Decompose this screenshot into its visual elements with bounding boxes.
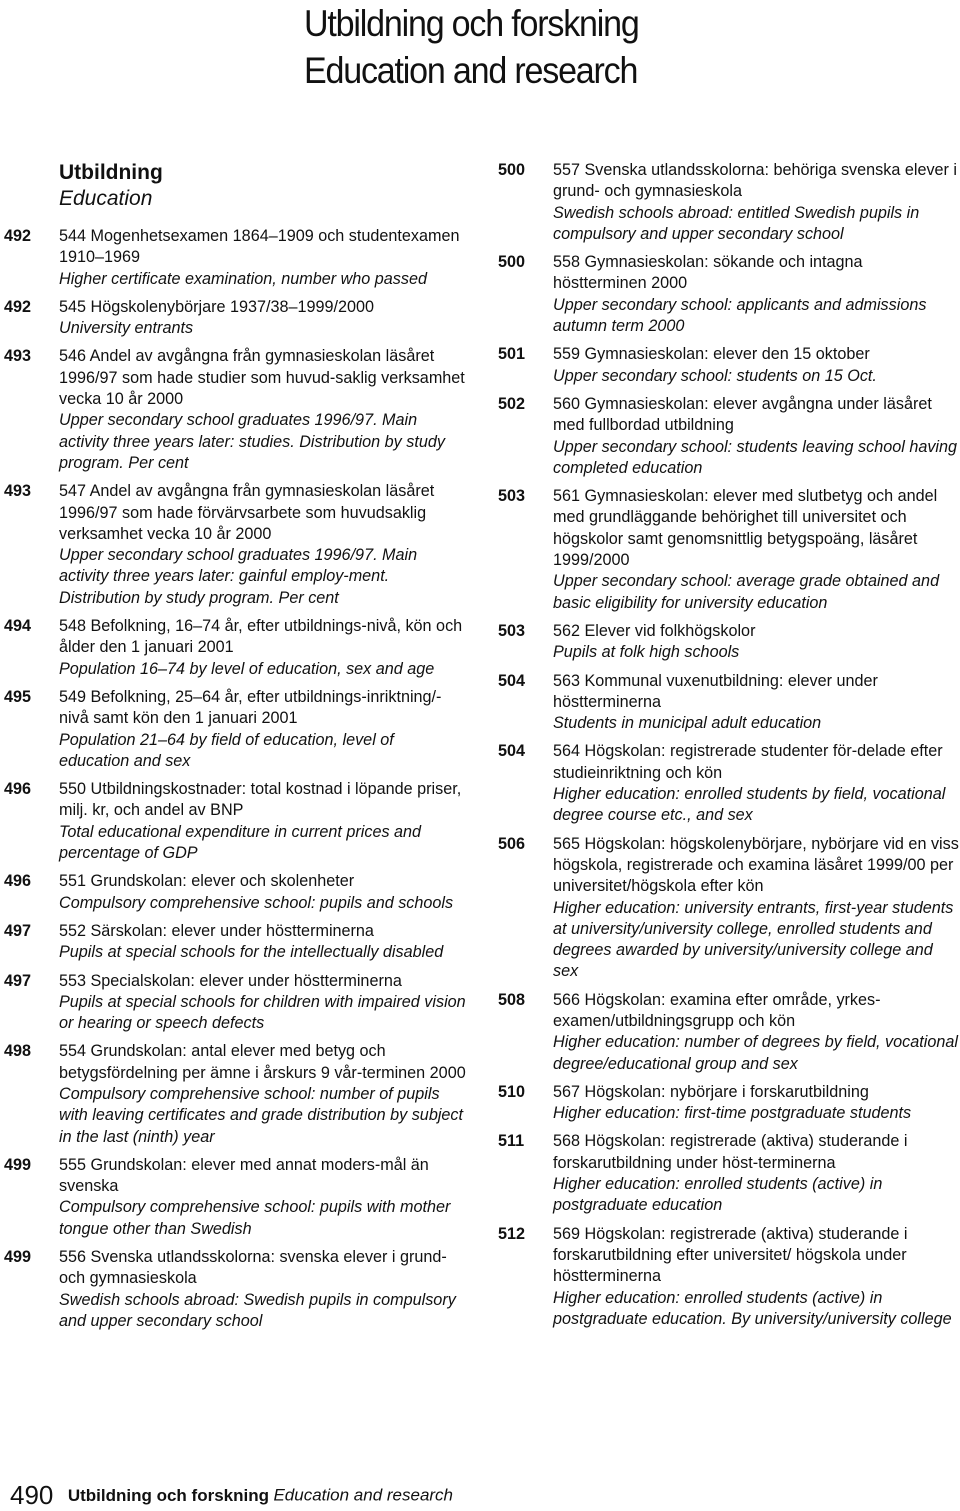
toc-title-sv: 563 Kommunal vuxenutbildning: elever under höstterminerna [553, 671, 878, 711]
toc-entry [4, 1041, 466, 1147]
toc-entry [4, 1155, 466, 1240]
toc-entry [4, 297, 466, 340]
toc-title-en: Students in municipal adult education [553, 714, 822, 733]
toc-entry [498, 252, 960, 337]
toc-entry [4, 226, 466, 290]
toc-entry-body [553, 1224, 960, 1330]
toc-entry-body [553, 990, 960, 1075]
toc-title-sv: 565 Högskolan: högskolenybörjare, nybörjare vid en viss högskola, registrerade och examina läsåret 1999/00 per universitet/högskola efter kön [553, 834, 959, 896]
toc-page-ref: 497 [4, 971, 32, 990]
toc-entry [4, 871, 466, 914]
toc-page-ref: 499 [4, 1155, 32, 1174]
toc-page-ref: 501 [498, 345, 526, 364]
footer-label-sv: Utbildning och forskning [67, 1485, 269, 1505]
toc-entry [498, 1131, 960, 1216]
toc-page-ref: 503 [498, 621, 526, 640]
toc-entry-body [59, 779, 466, 864]
page-footer [10, 1480, 453, 1511]
toc-page-ref: 506 [498, 834, 526, 853]
toc-title-sv: 549 Befolkning, 25–64 år, efter utbildnings-inriktning/-nivå samt kön den 1 januari 2001 [59, 687, 442, 728]
toc-title-sv: 546 Andel av avgångna från gymnasieskolan läsåret 1996/97 som hade studier som huvud-saklig verksamhet vecka 10 år 2000 [59, 347, 465, 409]
toc-entry [498, 1224, 960, 1330]
toc-title-sv: 560 Gymnasieskolan: elever avgångna under läsåret med fullbordad utbildning [553, 394, 932, 435]
toc-title-en: Higher education: number of degrees by field, vocational degree/educational group and sex [553, 1033, 958, 1073]
toc-page-ref: 496 [4, 872, 32, 891]
toc-entry [498, 671, 960, 735]
toc-entry [4, 1247, 466, 1332]
toc-entry [498, 834, 960, 983]
toc-title-sv: 561 Gymnasieskolan: elever med slutbetyg och andel med grundläggande behörighet till universitet och högskolor samt genomsnittlig betygspoäng, läsåret 1999/2000 [553, 487, 938, 570]
toc-entry [498, 486, 960, 614]
toc-title-en: Upper secondary school: average grade obtained and basic eligibility for university education [553, 572, 940, 612]
toc-title-en: Compulsory comprehensive school: pupils with mother tongue other than Swedish [59, 1198, 451, 1238]
toc-title-en: Upper secondary school: students on 15 Oct. [553, 366, 877, 385]
page-title-sv: Utbildning och forskning [304, 3, 639, 44]
toc-title-en: Population 16–74 by level of education, sex and age [59, 659, 435, 678]
toc-page-ref: 504 [498, 742, 526, 761]
toc-page-ref: 495 [4, 687, 32, 706]
toc-entry-body [59, 346, 466, 474]
toc-entry-body [59, 297, 466, 340]
page-title-en: Education and research [304, 50, 638, 91]
toc-page-ref: 510 [498, 1082, 526, 1101]
toc-page-ref: 492 [4, 227, 32, 245]
toc-title-sv: 564 Högskolan: registrerade studenter för-delade efter studieinriktning och kön [553, 742, 943, 782]
left-column [4, 160, 466, 1339]
toc-title-en: Swedish schools abroad: entitled Swedish pupils in compulsory and upper secondary school [553, 203, 920, 243]
toc-page-ref: 508 [498, 990, 526, 1009]
toc-page-ref: 503 [498, 487, 526, 506]
toc-entry-body [59, 226, 466, 290]
toc-page-ref: 496 [4, 780, 32, 799]
toc-entry-body [553, 741, 960, 826]
toc-entry-body [553, 1131, 960, 1216]
toc-title-en: Pupils at folk high schools [553, 643, 740, 662]
toc-entry-body [59, 1155, 466, 1240]
toc-entry-body [553, 486, 960, 614]
toc-page-ref: 498 [4, 1042, 32, 1061]
toc-title-en: Upper secondary school: students leaving school having completed education [553, 437, 958, 477]
toc-title-sv: 555 Grundskolan: elever med annat moders-mål än svenska [59, 1155, 429, 1196]
toc-entry-body [59, 1247, 466, 1332]
section-title-sv: Utbildning [59, 161, 163, 184]
toc-title-en: University entrants [59, 319, 194, 338]
toc-page-ref: 497 [4, 921, 32, 940]
toc-title-sv: 553 Specialskolan: elever under höstterminerna [59, 971, 402, 990]
toc-title-sv: 545 Högskolenybörjare 1937/38–1999/2000 [59, 297, 375, 316]
toc-entry-body [553, 621, 960, 664]
toc-entry [498, 394, 960, 479]
toc-title-sv: 562 Elever vid folkhögskolor [553, 621, 756, 640]
toc-entry-body [553, 160, 960, 245]
toc-title-en: Higher certificate examination, number who passed [59, 269, 428, 288]
page-number: 490 [10, 1480, 54, 1510]
toc-entry-body [59, 921, 466, 964]
toc-title-en: Upper secondary school graduates 1996/97. Main activity three years later: gainful employ-ment. Distribution by study program. Per cent [59, 546, 418, 607]
toc-title-sv: 552 Särskolan: elever under höstterminerna [59, 921, 374, 940]
toc-page-ref: 499 [4, 1248, 32, 1267]
toc-title-sv: 556 Svenska utlandsskolorna: svenska elever i grund- och gymnasieskola [59, 1248, 447, 1288]
toc-entry-body [553, 252, 960, 337]
toc-title-en: Compulsory comprehensive school: number of pupils with leaving certificates and grade distribution by subject in the last (ninth) year [59, 1084, 464, 1146]
right-column [498, 160, 960, 1337]
toc-entry [4, 779, 466, 864]
toc-title-sv: 548 Befolkning, 16–74 år, efter utbildnings-nivå, kön och ålder den 1 januari 2001 [59, 617, 463, 657]
left-entry-list [4, 226, 466, 1332]
toc-title-sv: 569 Högskolan: registrerade (aktiva) studerande i forskarutbildning efter universitet/ högskola under höstterminerna [553, 1224, 908, 1286]
toc-entry-body [553, 834, 960, 983]
toc-title-sv: 551 Grundskolan: elever och skolenheter [59, 872, 355, 891]
toc-entry-body [59, 971, 466, 1035]
toc-title-en: Higher education: enrolled students (active) in postgraduate education. By university/university college [553, 1288, 952, 1328]
toc-title-en: Population 21–64 by field of education, level of education and sex [59, 730, 394, 770]
toc-entry-body [59, 481, 466, 609]
toc-entry-body [59, 1041, 466, 1147]
right-entry-list [498, 160, 960, 1330]
toc-title-en: Upper secondary school graduates 1996/97. Main activity three years later: studies. Distribution by study program. Per cent [59, 411, 445, 472]
toc-entry [4, 616, 466, 680]
toc-entry [4, 346, 466, 474]
toc-page-ref: 504 [498, 671, 526, 690]
toc-title-sv: 550 Utbildningskostnader: total kostnad i löpande priser, milj. kr, och andel av BNP [59, 780, 462, 820]
toc-title-en: Compulsory comprehensive school: pupils and schools [59, 893, 454, 912]
toc-title-en: Higher education: enrolled students (active) in postgraduate education [553, 1175, 883, 1215]
toc-entry-body [553, 344, 960, 387]
toc-entry [498, 990, 960, 1075]
toc-title-en: Upper secondary school: applicants and admissions autumn term 2000 [553, 295, 927, 336]
toc-entry [498, 344, 960, 387]
toc-page-ref: 493 [4, 482, 32, 501]
toc-title-sv: 567 Högskolan: nybörjare i forskarutbildning [553, 1082, 869, 1101]
toc-entry [4, 971, 466, 1035]
toc-page-ref: 494 [4, 617, 32, 636]
toc-entry [4, 687, 466, 772]
toc-entry-body [59, 616, 466, 680]
toc-entry-body [553, 1082, 960, 1125]
toc-title-sv: 544 Mogenhetsexamen 1864–1909 och studentexamen 1910–1969 [59, 227, 460, 267]
toc-page-ref: 500 [498, 253, 526, 272]
toc-entry [4, 921, 466, 964]
footer-label-en: Education and research [273, 1485, 454, 1505]
toc-page-ref: 502 [498, 394, 526, 413]
toc-page-ref: 511 [498, 1132, 525, 1151]
toc-title-en: Higher education: university entrants, first-year students at university/university college, enrolled students and degrees awarded by university/university college and sex [553, 898, 954, 981]
toc-title-en: Swedish schools abroad: Swedish pupils in compulsory and upper secondary school [59, 1290, 456, 1330]
toc-page-ref: 500 [498, 161, 526, 179]
toc-title-en: Total educational expenditure in current prices and percentage of GDP [59, 822, 422, 863]
toc-entry [498, 621, 960, 664]
toc-title-sv: 566 Högskolan: examina efter område, yrkes-examen/utbildningsgrupp och kön [553, 990, 881, 1030]
toc-title-en: Higher education: first-time postgraduate students [553, 1104, 912, 1123]
toc-page-ref: 493 [4, 347, 32, 366]
toc-page-ref: 492 [4, 297, 32, 316]
toc-title-sv: 547 Andel av avgångna från gymnasieskolan läsåret 1996/97 som hade förvärvsarbete som huvudsaklig verksamhet vecka 10 år 2000 [59, 482, 435, 543]
toc-title-sv: 554 Grundskolan: antal elever med betyg och betygsfördelning per ämne i årskurs 9 vår-terminen 2000 [59, 1042, 466, 1082]
section-title-en: Education [59, 187, 153, 210]
toc-entry [498, 1082, 960, 1125]
page-header [304, 0, 668, 94]
section-heading [59, 160, 466, 212]
toc-entry-body [59, 687, 466, 772]
toc-entry [4, 481, 466, 609]
toc-title-en: Pupils at special schools for children with impaired vision or hearing or speech defects [59, 992, 466, 1033]
toc-title-sv: 557 Svenska utlandsskolorna: behöriga svenska elever i grund- och gymnasieskola [553, 161, 958, 201]
toc-title-sv: 568 Högskolan: registrerade (aktiva) studerande i forskarutbildning under höst-terminerna [553, 1132, 908, 1172]
toc-entry-body [553, 671, 960, 735]
toc-title-sv: 558 Gymnasieskolan: sökande och intagna höstterminen 2000 [553, 253, 863, 293]
toc-title-en: Pupils at special schools for the intellectually disabled [59, 943, 444, 962]
toc-entry [498, 741, 960, 826]
toc-title-sv: 559 Gymnasieskolan: elever den 15 oktober [553, 345, 870, 364]
toc-page-ref: 512 [498, 1224, 526, 1243]
toc-entry-body [553, 394, 960, 479]
toc-entry-body [59, 871, 466, 914]
toc-entry [498, 160, 960, 245]
toc-title-en: Higher education: enrolled students by field, vocational degree course etc., and sex [553, 785, 946, 825]
